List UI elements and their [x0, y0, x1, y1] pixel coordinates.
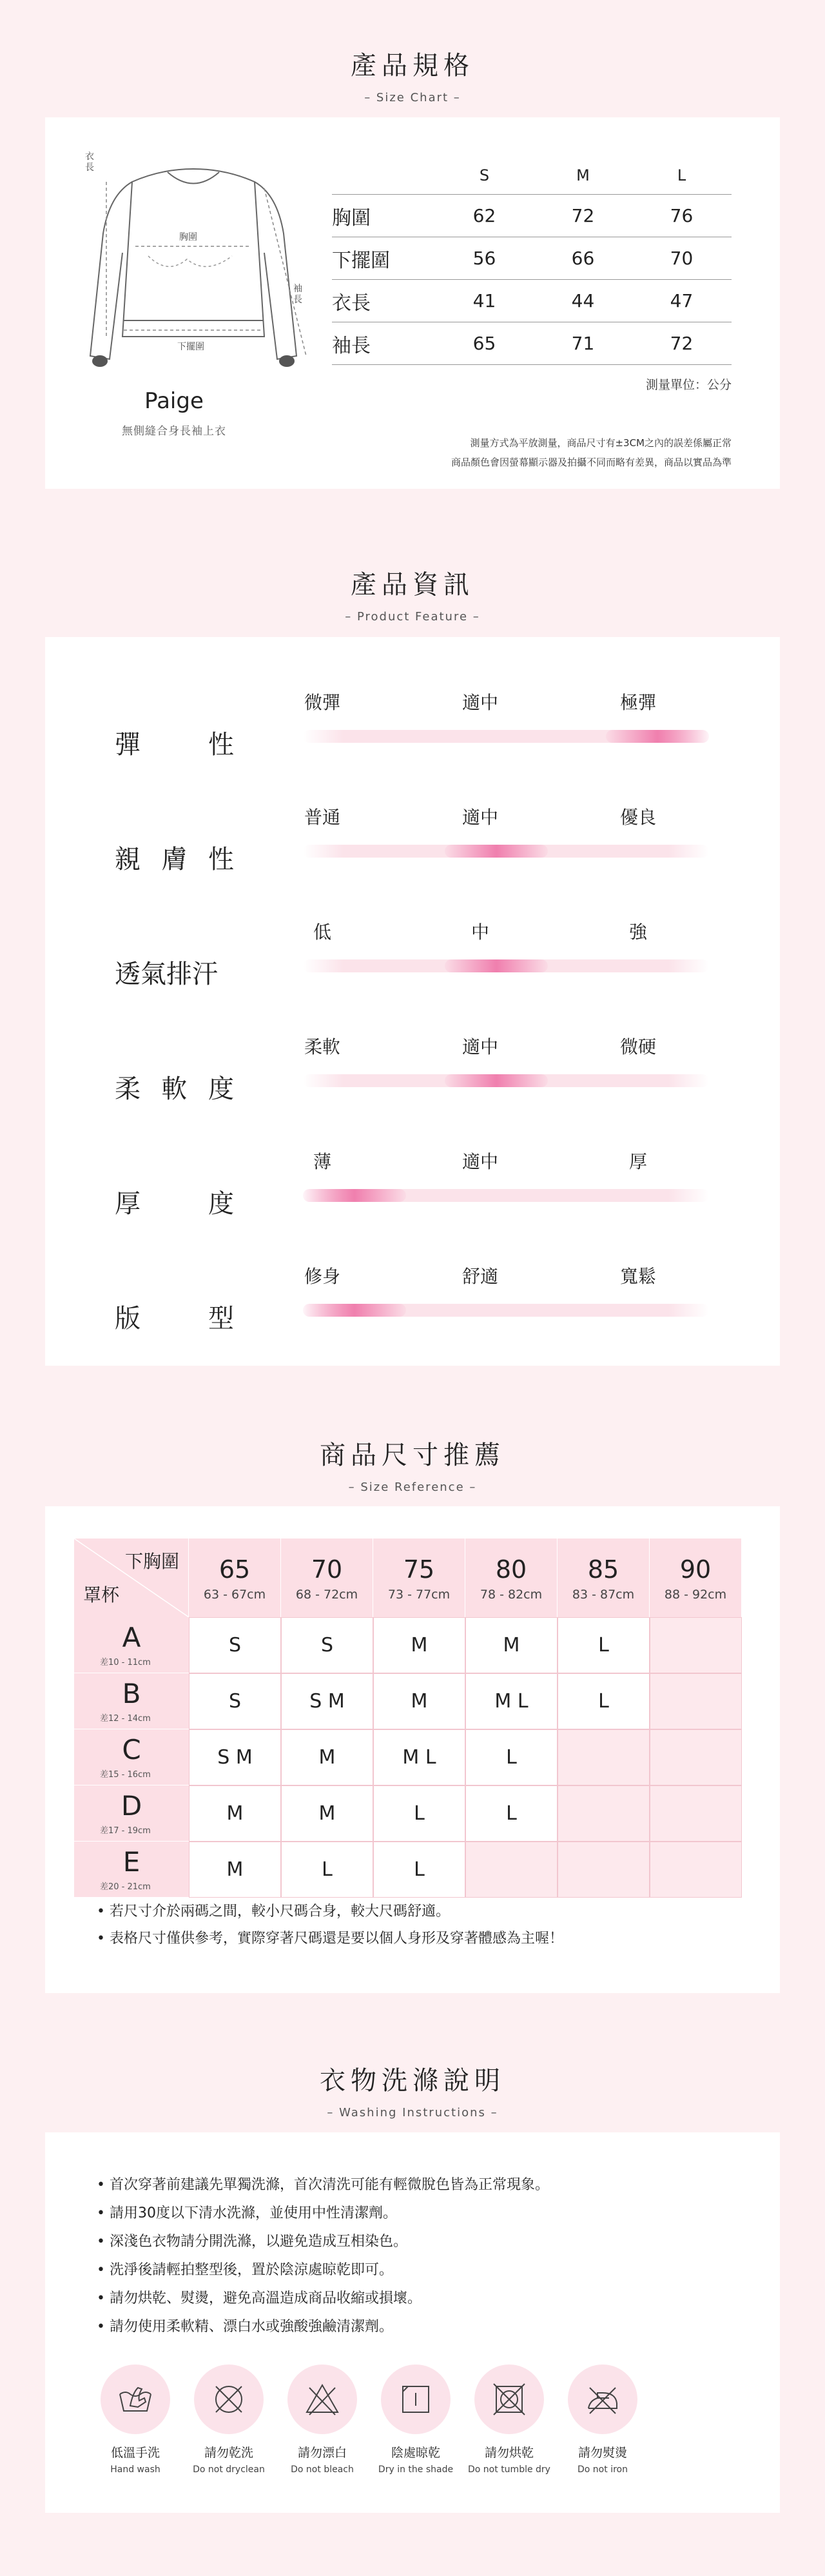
size-recommendation-cell: L [281, 1842, 373, 1898]
size-col-l: L [677, 166, 686, 184]
care-label-en: Do not dryclean [193, 2464, 265, 2475]
care-symbol [558, 2365, 648, 2475]
washing-title: 衣物洗滌說明 [320, 2066, 505, 2096]
feature-level-indicator [445, 1074, 548, 1087]
diagram-length-label: 衣 [85, 152, 94, 162]
size-recommendation-cell: L [465, 1785, 558, 1842]
size-recommendation-cell: M [373, 1617, 465, 1673]
reference-title: 商品尺寸推薦 [320, 1440, 505, 1470]
cup-header: D 差17 - 19cm [74, 1785, 189, 1842]
no-bleach-icon [287, 2365, 357, 2434]
feature-label: 柔 軟 度 [115, 1074, 234, 1104]
size-chart-card [45, 117, 780, 489]
feature-option: 柔軟 [304, 1036, 340, 1057]
size-recommendation-cell: S M [281, 1673, 373, 1729]
care-label: 低溫手洗 [110, 2446, 160, 2460]
band-header: 75 73 - 77cm [373, 1539, 465, 1617]
cup-header: B 差12 - 14cm [74, 1673, 189, 1729]
care-label: 請勿熨燙 [578, 2446, 627, 2460]
washing-item: • 深淺色衣物請分開洗滌，以避免造成互相染色。 [97, 2234, 407, 2250]
washing-subtitle: – Washing Instructions – [327, 2106, 498, 2119]
washing-item: • 請勿烘乾、熨燙，避免高溫造成商品收縮或損壞。 [97, 2290, 422, 2306]
size-row-hem: 下擺圍 56 66 70 [332, 237, 732, 280]
feature-level-indicator [606, 730, 709, 743]
feature-option: 薄 [313, 1151, 331, 1172]
model-subtitle: 無側縫合身長袖上衣 [122, 425, 226, 438]
washing-heading [0, 2060, 825, 2119]
band-header: 80 78 - 82cm [465, 1539, 558, 1617]
feature-label: 彈 性 [115, 730, 234, 760]
size-recommendation-cell: M [281, 1729, 373, 1785]
feature-option: 普通 [304, 807, 340, 828]
care-symbol [90, 2365, 180, 2475]
band-header: 85 83 - 87cm [558, 1539, 650, 1617]
washing-card [45, 2132, 780, 2513]
care-label: 請勿乾洗 [204, 2446, 253, 2460]
size-row-length: 衣長 41 44 47 [332, 280, 732, 322]
svg-text:長: 長 [85, 162, 94, 173]
feature-option: 修身 [304, 1266, 340, 1287]
washing-item: • 首次穿著前建議先單獨洗滌，首次清洗可能有輕微脫色皆為正常現象。 [97, 2177, 549, 2193]
corner-cup-label: 罩杯 [83, 1584, 120, 1606]
care-label-en: Dry in the shade [378, 2464, 454, 2475]
dry-in-shade-icon [381, 2365, 451, 2434]
size-recommendation-cell: S [189, 1673, 281, 1729]
feature-option: 強 [628, 921, 647, 943]
feature-row [45, 689, 780, 785]
feature-option: 適中 [461, 807, 498, 828]
reference-heading [0, 1435, 825, 1494]
size-recommendation-cell: M [189, 1785, 281, 1842]
washing-item: • 洗淨後請輕拍整型後，置於陰涼處晾乾即可。 [97, 2262, 393, 2278]
feature-subtitle: – Product Feature – [345, 610, 480, 624]
feature-row [45, 803, 780, 900]
cup-header: A 差10 - 11cm [74, 1617, 189, 1673]
corner-band-label: 下胸圍 [124, 1551, 179, 1572]
feature-option: 微硬 [619, 1036, 656, 1057]
washing-item: • 請用30度以下清水洗滌，並使用中性清潔劑。 [97, 2205, 397, 2221]
feature-option: 適中 [461, 1036, 498, 1057]
feature-label: 厚 度 [115, 1189, 234, 1219]
feature-option: 舒適 [461, 1266, 498, 1287]
feature-row [45, 918, 780, 1015]
size-recommendation-cell: L [373, 1842, 465, 1898]
diagram-chest-label: 胸圍 [179, 232, 197, 242]
feature-title: 產品資訊 [351, 570, 474, 600]
diagram-sleeve-label: 袖 [293, 284, 302, 294]
size-recommendation-cell: S [281, 1617, 373, 1673]
size-chart-heading [0, 45, 825, 104]
care-label-en: Do not tumble dry [468, 2464, 550, 2475]
size-row-label: 衣長 [332, 291, 371, 315]
feature-option: 極彈 [619, 692, 656, 713]
size-note: 測量方式為平放測量，商品尺寸有±3CM之內的誤差係屬正常 商品顏色會因螢幕顯示器及拍攝不同而略有差異，商品以實品為準 [451, 437, 732, 468]
band-header: 65 63 - 67cm [189, 1539, 281, 1617]
size-recommendation-cell: L [558, 1673, 650, 1729]
size-recommendation-cell [650, 1729, 742, 1785]
feature-heading [0, 564, 825, 624]
feature-option: 適中 [461, 692, 498, 713]
size-row-label: 下擺圍 [332, 249, 390, 272]
cup-header: E 差20 - 21cm [74, 1842, 189, 1898]
feature-option: 厚 [628, 1151, 647, 1172]
feature-level-indicator [303, 1304, 406, 1317]
size-col-s: S [479, 166, 490, 184]
reference-corner [74, 1539, 189, 1617]
shirt-diagram [71, 143, 316, 375]
size-col-m: M [576, 166, 590, 184]
feature-label: 透氣排汗 [115, 959, 218, 989]
size-table [332, 156, 732, 365]
size-recommendation-cell: M L [373, 1729, 465, 1785]
size-recommendation-cell: M [465, 1617, 558, 1673]
no-dryclean-icon [194, 2365, 264, 2434]
feature-level-indicator [445, 845, 548, 858]
feature-level-indicator [303, 1189, 406, 1202]
washing-list [97, 2171, 549, 2341]
care-label: 請勿漂白 [297, 2446, 347, 2460]
size-row-label: 袖長 [332, 334, 371, 357]
reference-notes [97, 1898, 563, 1952]
size-recommendation-cell [650, 1617, 742, 1673]
washing-item: • 請勿使用柔軟精、漂白水或強酸強鹼清潔劑。 [97, 2319, 393, 2335]
size-recommendation-cell [558, 1729, 650, 1785]
size-chart-title: 產品規格 [351, 51, 474, 81]
feature-option: 低 [313, 921, 331, 943]
hand-wash-icon [101, 2365, 170, 2434]
size-recommendation-cell [465, 1842, 558, 1898]
size-recommendation-cell [650, 1785, 742, 1842]
reference-note: • 若尺寸介於兩碼之間，較小尺碼合身，較大尺碼舒適。 [97, 1903, 450, 1920]
feature-card [45, 637, 780, 1366]
feature-option: 中 [471, 921, 489, 943]
size-unit: 測量單位：公分 [645, 378, 732, 392]
band-header: 90 88 - 92cm [650, 1539, 742, 1617]
feature-label: 親 膚 性 [115, 845, 234, 874]
care-symbol [184, 2365, 274, 2475]
size-row-chest: 胸圍 62 72 76 [332, 195, 732, 237]
feature-row [45, 1033, 780, 1130]
care-symbol [464, 2365, 554, 2475]
size-recommendation-cell: M [373, 1673, 465, 1729]
size-row-label: 胸圍 [332, 206, 371, 230]
size-table-header [332, 156, 732, 195]
reference-subtitle: – Size Reference – [348, 1480, 477, 1494]
size-recommendation-cell: M [281, 1785, 373, 1842]
feature-row [45, 1263, 780, 1359]
feature-option: 適中 [461, 1151, 498, 1172]
care-label: 陰處晾乾 [391, 2446, 440, 2460]
feature-row [45, 1148, 780, 1244]
band-header: 70 68 - 72cm [281, 1539, 373, 1617]
no-tumble-dry-icon [474, 2365, 544, 2434]
size-row-sleeve: 袖長 65 71 72 [332, 322, 732, 365]
no-iron-icon [568, 2365, 637, 2434]
care-label: 請勿烘乾 [484, 2446, 534, 2460]
model-name: Paige [144, 388, 204, 414]
feature-level-indicator [445, 959, 548, 972]
reference-card [45, 1506, 780, 1993]
feature-option: 寬鬆 [619, 1266, 656, 1287]
care-label-en: Do not bleach [291, 2464, 354, 2475]
size-recommendation-cell: S M [189, 1729, 281, 1785]
size-recommendation-cell: M L [465, 1673, 558, 1729]
feature-option: 優良 [619, 807, 656, 828]
size-recommendation-cell [650, 1673, 742, 1729]
care-label-en: Hand wash [110, 2464, 160, 2475]
care-symbol [371, 2365, 461, 2475]
feature-option: 微彈 [304, 692, 340, 713]
cup-header: C 差15 - 16cm [74, 1729, 189, 1785]
size-recommendation-cell: M [189, 1842, 281, 1898]
size-recommendation-cell: L [373, 1785, 465, 1842]
size-recommendation-cell [650, 1842, 742, 1898]
care-label-en: Do not iron [578, 2464, 628, 2475]
reference-note: • 表格尺寸僅供參考，實際穿著尺碼還是要以個人身形及穿著體感為主喔！ [97, 1931, 563, 1947]
size-recommendation-cell [558, 1842, 650, 1898]
feature-label: 版 型 [115, 1304, 234, 1333]
size-recommendation-cell: L [465, 1729, 558, 1785]
size-recommendation-cell: L [558, 1617, 650, 1673]
size-chart-subtitle: – Size Chart – [364, 91, 461, 104]
care-symbol [277, 2365, 367, 2475]
size-recommendation-cell: S [189, 1617, 281, 1673]
svg-text:長: 長 [293, 295, 302, 305]
diagram-hem-label: 下擺圍 [177, 342, 204, 352]
size-recommendation-cell [558, 1785, 650, 1842]
